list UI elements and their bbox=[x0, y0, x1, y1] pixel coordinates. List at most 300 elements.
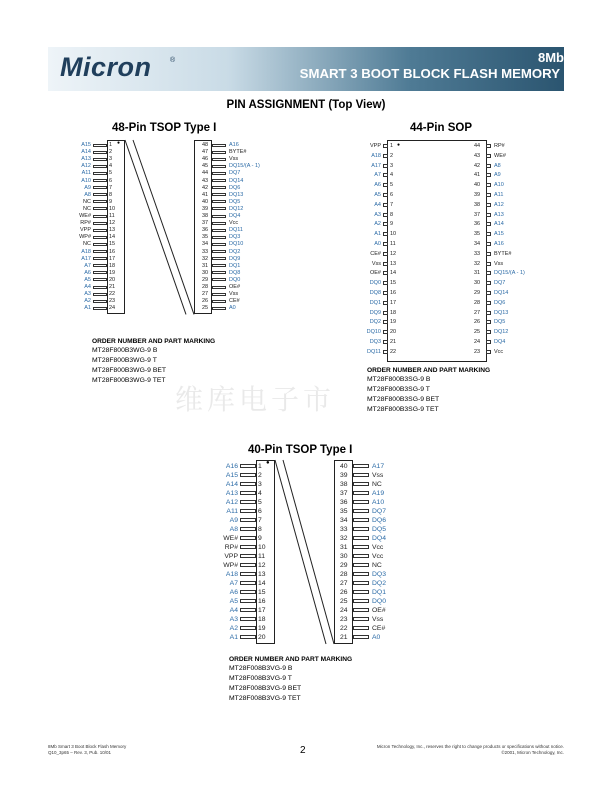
sop44-pin-label-left: CE# bbox=[370, 250, 381, 257]
tsop40-pin-label-right: DQ4 bbox=[372, 535, 386, 542]
sop44-pin-number-left: 10 bbox=[390, 231, 397, 238]
sop44-lead-left bbox=[383, 320, 388, 324]
sop44-pin-label-right: A11 bbox=[494, 192, 504, 198]
tsop40-pin-number-left: 18 bbox=[258, 616, 266, 623]
tsop48-pin-label-right: DQ13 bbox=[229, 191, 244, 198]
tsop40-pin-label-right: A19 bbox=[372, 490, 385, 497]
tsop40-pin-number-left: 3 bbox=[258, 481, 262, 488]
tsop40-diagram bbox=[200, 460, 420, 645]
tsop48-lead-right bbox=[212, 278, 226, 281]
tsop48-lead-left bbox=[93, 215, 107, 218]
tsop40-lead-left bbox=[240, 464, 256, 468]
tsop48-pin-label-left: A13 bbox=[81, 156, 91, 163]
tsop48-pin-label-left: A10 bbox=[81, 177, 91, 184]
tsop40-pin-number-left: 6 bbox=[258, 508, 262, 515]
tsop40-lead-right bbox=[353, 491, 369, 495]
sop44-lead-left bbox=[383, 193, 388, 197]
tsop48-pin-label-right: Vcc bbox=[229, 220, 239, 227]
header-density: 8Mb bbox=[538, 50, 564, 65]
sop44-lead-right bbox=[486, 154, 491, 158]
sop44-lead-left bbox=[383, 232, 388, 236]
tsop40-pin-label-left: A3 bbox=[229, 616, 238, 623]
sop44-pin-label-left: A0 bbox=[374, 241, 381, 247]
sop44-pin-label-left: DQ0 bbox=[369, 280, 381, 287]
tsop40-lead-right bbox=[353, 473, 369, 477]
tsop40-lead-right bbox=[353, 608, 369, 612]
tsop40-lead-left bbox=[240, 527, 256, 531]
tsop48-pin-number-left: 2 bbox=[109, 149, 113, 156]
sop44-pin-number-right: 36 bbox=[474, 221, 481, 228]
sop44-lead-left bbox=[383, 203, 388, 207]
sop44-pin-number-right: 44 bbox=[474, 143, 481, 149]
sop44-pin-label-left: A18 bbox=[371, 152, 381, 159]
sop44-lead-right bbox=[486, 232, 491, 236]
tsop40-pin-number-right: 39 bbox=[340, 472, 348, 479]
tsop48-pin-number-right: 27 bbox=[202, 291, 209, 298]
sop44-lead-left bbox=[383, 281, 388, 285]
tsop48-pin-number-right: 36 bbox=[202, 227, 209, 234]
tsop40-lead-left bbox=[240, 635, 256, 639]
tsop40-lead-right bbox=[353, 572, 369, 576]
tsop40-pin-number-right: 21 bbox=[340, 634, 348, 641]
tsop40-pin-label-right: DQ1 bbox=[372, 589, 386, 596]
tsop40-pin-label-left: A1 bbox=[229, 634, 238, 641]
sop44-pin-number-left: 22 bbox=[390, 348, 397, 355]
sop44-pin-number-right: 24 bbox=[474, 339, 481, 345]
tsop40-lead-right bbox=[353, 536, 369, 540]
sop44-pin-label-right: DQ7 bbox=[494, 280, 506, 287]
sop44-order-item: MT28F800B3SG-9 T bbox=[367, 386, 430, 393]
tsop48-pin-number-left: 22 bbox=[109, 291, 116, 298]
tsop48-pin-number-left: 18 bbox=[109, 262, 116, 269]
tsop40-pin-number-right: 25 bbox=[340, 598, 348, 605]
sop44-pin-label-right: A8 bbox=[494, 162, 501, 169]
tsop48-lead-left bbox=[93, 193, 107, 196]
tsop48-lead-right bbox=[212, 222, 226, 225]
tsop40-pin-number-left: 12 bbox=[258, 562, 266, 569]
tsop48-pin-number-left: 10 bbox=[109, 205, 116, 212]
tsop40-pin-number-right: 33 bbox=[340, 526, 348, 533]
tsop40-pin-label-left: A16 bbox=[225, 463, 238, 470]
tsop40-pin-number-right: 22 bbox=[340, 625, 348, 632]
tsop40-order-item: MT28F008B3VG-9 BET bbox=[229, 685, 302, 692]
footer-right bbox=[377, 744, 564, 756]
tsop48-lead-left bbox=[93, 165, 107, 168]
sop44-pin-label-right: A16 bbox=[494, 241, 504, 247]
tsop48-pin-number-right: 38 bbox=[202, 213, 209, 219]
sop44-pin-number-left: 20 bbox=[390, 329, 397, 336]
tsop40-pin-number-left: 17 bbox=[258, 607, 266, 614]
tsop48-pin-label-left: A5 bbox=[84, 276, 91, 283]
tsop48-pin-label-right: DQ14 bbox=[229, 177, 244, 184]
sop44-title: 44-Pin SOP bbox=[410, 122, 472, 134]
tsop48-pin-number-right: 48 bbox=[202, 142, 209, 148]
tsop48-lead-left bbox=[93, 158, 107, 161]
tsop40-pin-label-left: A8 bbox=[229, 526, 238, 533]
page-title: PIN ASSIGNMENT (Top View) bbox=[226, 99, 386, 111]
tsop40-pin-label-left: A9 bbox=[229, 517, 238, 524]
sop44-pin-number-left: 14 bbox=[390, 270, 397, 277]
tsop48-lead-left bbox=[93, 172, 107, 175]
tsop48-pin-label-right: DQ5 bbox=[229, 198, 241, 205]
tsop40-pin-number-right: 38 bbox=[340, 481, 348, 488]
tsop48-pin-number-right: 37 bbox=[202, 220, 209, 227]
tsop40-pin-number-right: 29 bbox=[340, 562, 348, 569]
sop44-pin-number-left: 12 bbox=[390, 250, 397, 257]
tsop40-lead-right bbox=[353, 635, 369, 639]
tsop48-lead-left bbox=[93, 264, 107, 267]
tsop48-lead-right bbox=[212, 250, 226, 253]
sop44-order-item: MT28F800B3SG-9 BET bbox=[367, 396, 440, 403]
sop44-lead-right bbox=[486, 144, 491, 148]
sop44-pin-label-right: DQ5 bbox=[494, 319, 506, 326]
tsop40-pin-number-left: 5 bbox=[258, 499, 262, 506]
tsop48-pin-label-right: DQ1 bbox=[229, 262, 241, 269]
tsop48-pin-number-right: 35 bbox=[202, 234, 209, 241]
tsop48-pin-label-left: A17 bbox=[81, 255, 91, 262]
tsop40-pin-label-left: A6 bbox=[229, 589, 238, 596]
sop44-pin-label-left: DQ2 bbox=[369, 319, 381, 326]
tsop48-pin-label-right: DQ6 bbox=[229, 184, 241, 191]
sop44-pin-number-right: 34 bbox=[474, 241, 481, 247]
tsop40-pin-label-right: DQ6 bbox=[372, 517, 386, 524]
sop44-pin-number-right: 27 bbox=[474, 309, 481, 316]
tsop40-lead-left bbox=[240, 626, 256, 630]
tsop48-pin-number-right: 40 bbox=[202, 198, 209, 205]
tsop40-lead-right bbox=[353, 581, 369, 585]
tsop40-break-lines bbox=[200, 460, 353, 644]
sop44-pin-number-right: 30 bbox=[474, 280, 481, 287]
tsop40-lead-left bbox=[240, 572, 256, 576]
tsop48-pin-number-left: 11 bbox=[109, 213, 115, 219]
tsop48-order-item: MT28F800B3WG-9 BET bbox=[92, 367, 167, 374]
sop44-pin-label-right: RP# bbox=[494, 143, 505, 149]
sop44-pin-label-left: A2 bbox=[374, 221, 381, 228]
sop44-pin-label-left: DQ9 bbox=[369, 309, 381, 316]
tsop40-break-line bbox=[275, 460, 326, 644]
tsop48-pin-label-left: A1 bbox=[84, 305, 91, 312]
tsop40-pin-label-left: WP# bbox=[223, 562, 238, 569]
sop44-pin-label-right: A12 bbox=[494, 201, 504, 208]
sop44-lead-right bbox=[486, 340, 491, 344]
sop44-lead-right bbox=[486, 301, 491, 305]
tsop48-pin-label-right: Vss bbox=[229, 156, 239, 163]
tsop40-pin-label-right: DQ7 bbox=[372, 508, 386, 515]
tsop40-lead-right bbox=[353, 527, 369, 531]
tsop40-lead-right bbox=[353, 599, 369, 603]
tsop48-lead-left bbox=[93, 286, 107, 289]
sop44-pin1-dot: ● bbox=[397, 142, 401, 148]
sop44-pin-label-left: Vss bbox=[371, 260, 381, 267]
tsop40-pin-number-left: 7 bbox=[258, 517, 262, 524]
tsop48-pin-number-right: 30 bbox=[202, 269, 209, 276]
tsop40-pin-label-right: DQ5 bbox=[372, 526, 386, 533]
sop44-lead-right bbox=[486, 173, 491, 177]
tsop48-lead-right bbox=[212, 271, 226, 274]
tsop48-pin-number-right: 34 bbox=[202, 241, 209, 248]
tsop48-pin-label-left: A12 bbox=[81, 163, 91, 170]
sop44-pin-number-right: 40 bbox=[474, 182, 481, 189]
sop44-pin-label-right: DQ15/(A - 1) bbox=[494, 270, 525, 277]
tsop48-pin-number-left: 9 bbox=[109, 198, 113, 205]
sop44-lead-right bbox=[486, 350, 491, 354]
tsop40-lead-right bbox=[353, 518, 369, 522]
tsop40-lead-left bbox=[240, 473, 256, 477]
tsop48-lead-left bbox=[93, 271, 107, 274]
sop44-lead-right bbox=[486, 330, 491, 334]
tsop40-lead-left bbox=[240, 509, 256, 513]
sop44-pin-label-left: DQ11 bbox=[367, 348, 381, 355]
tsop48-pin-label-right: OE# bbox=[229, 284, 241, 290]
tsop40-pin-label-left: A15 bbox=[225, 472, 238, 479]
sop44-pin-label-left: DQ1 bbox=[369, 299, 381, 306]
tsop40-pin-label-right: Vcc bbox=[372, 553, 384, 560]
tsop40-pin-number-right: 31 bbox=[340, 544, 348, 551]
tsop40-pin-number-left: 8 bbox=[258, 526, 262, 533]
tsop40-pin1-dot: ● bbox=[266, 460, 270, 466]
tsop40-pin-label-left: A12 bbox=[225, 499, 238, 506]
tsop40-lead-left bbox=[240, 590, 256, 594]
tsop48-break-line bbox=[133, 140, 194, 314]
tsop40-order-heading: ORDER NUMBER AND PART MARKING bbox=[229, 656, 353, 663]
tsop48-pin-number-left: 14 bbox=[109, 234, 116, 241]
tsop48-pin-label-right: A16 bbox=[229, 142, 239, 148]
footer-right-line1: Micron Technology, Inc., reserves the right to change products or specifications without notice. bbox=[376, 744, 564, 749]
tsop48-pin-label-left: A8 bbox=[84, 191, 91, 198]
tsop48-pin-label-right: DQ9 bbox=[229, 255, 241, 262]
tsop48-pin-number-right: 25 bbox=[202, 305, 209, 312]
sop44-pin-number-right: 23 bbox=[474, 348, 481, 355]
tsop48-pin-number-left: 8 bbox=[109, 191, 113, 198]
sop44-pin-number-left: 1 bbox=[390, 143, 394, 149]
tsop48-lead-left bbox=[93, 300, 107, 303]
sop44-lead-left bbox=[383, 164, 388, 168]
sop44-pin-number-left: 21 bbox=[390, 339, 397, 345]
tsop48-pin-number-right: 31 bbox=[202, 262, 209, 269]
sop44-lead-right bbox=[486, 291, 491, 295]
sop44-lead-left bbox=[383, 242, 388, 246]
sop44-lead-right bbox=[486, 252, 491, 256]
sop44-pin-number-right: 35 bbox=[474, 231, 481, 238]
tsop40-lead-left bbox=[240, 500, 256, 504]
tsop40-lead-left bbox=[240, 482, 256, 486]
sop44-pin-number-right: 42 bbox=[474, 162, 481, 169]
tsop48-lead-left bbox=[93, 207, 107, 210]
tsop40-pin-label-right: Vcc bbox=[372, 544, 384, 551]
tsop40-pin-label-right: DQ3 bbox=[372, 571, 386, 578]
tsop40-order-item: MT28F008B3VG-9 B bbox=[229, 665, 293, 672]
sop44-lead-left bbox=[383, 271, 388, 275]
sop44-pin-number-left: 13 bbox=[390, 260, 397, 267]
sop44-pin-label-left: DQ3 bbox=[369, 339, 381, 345]
tsop40-pin-number-right: 36 bbox=[340, 499, 348, 506]
tsop40-lead-right bbox=[353, 509, 369, 513]
tsop40-pin-number-right: 34 bbox=[340, 517, 348, 524]
sop44-pin-number-left: 3 bbox=[390, 162, 394, 169]
tsop48-pin-label-left: A4 bbox=[84, 284, 91, 290]
sop44-lead-right bbox=[486, 203, 491, 207]
sop44-pin-number-left: 7 bbox=[390, 201, 394, 208]
tsop40-pin-number-left: 16 bbox=[258, 598, 266, 605]
sop44-pin-number-left: 8 bbox=[390, 211, 394, 218]
tsop48-pin-label-left: A6 bbox=[84, 269, 91, 276]
sop44-pin-number-right: 26 bbox=[474, 319, 481, 326]
tsop48-pin-label-right: DQ3 bbox=[229, 234, 241, 241]
sop44-pin-label-right: A10 bbox=[494, 182, 504, 189]
tsop40-pin-label-right: NC bbox=[372, 562, 382, 569]
sop44-pin-number-right: 33 bbox=[474, 250, 481, 257]
sop44-pin-number-right: 28 bbox=[474, 299, 481, 306]
tsop40-pin-label-left: A5 bbox=[229, 598, 238, 605]
tsop48-pin-number-right: 26 bbox=[202, 298, 209, 305]
tsop40-pin-label-left: A13 bbox=[225, 490, 238, 497]
sop44-pin-label-left: OE# bbox=[369, 270, 381, 277]
tsop40-lead-right bbox=[353, 500, 369, 504]
tsop40-pin-label-right: OE# bbox=[372, 607, 386, 614]
tsop48-pin-label-left: A2 bbox=[84, 298, 91, 305]
tsop48-order-heading: ORDER NUMBER AND PART MARKING bbox=[92, 338, 216, 345]
header-title: SMART 3 BOOT BLOCK FLASH MEMORY bbox=[299, 66, 560, 81]
sop44-pin-number-right: 25 bbox=[474, 329, 481, 336]
sop44-pin-number-left: 18 bbox=[390, 309, 397, 316]
sop44-lead-left bbox=[383, 350, 388, 354]
tsop40-pin-number-right: 27 bbox=[340, 580, 348, 587]
sop44-lead-right bbox=[486, 242, 491, 246]
tsop40-lead-right bbox=[353, 617, 369, 621]
tsop48-lead-right bbox=[212, 236, 226, 239]
tsop48-lead-right bbox=[212, 307, 226, 310]
sop44-lead-right bbox=[486, 271, 491, 275]
tsop48-pin-number-left: 19 bbox=[109, 269, 116, 276]
sop44-pin-label-left: A3 bbox=[374, 211, 381, 218]
micron-logo: Micron bbox=[60, 52, 152, 82]
tsop40-pin-label-right: Vss bbox=[372, 616, 384, 623]
tsop48-pin-number-right: 39 bbox=[202, 205, 209, 212]
tsop40-break-line bbox=[283, 460, 334, 644]
tsop40-lead-left bbox=[240, 581, 256, 585]
tsop48-lead-right bbox=[212, 200, 226, 203]
sop44-lead-right bbox=[486, 193, 491, 197]
tsop48-pin-number-left: 16 bbox=[109, 248, 116, 255]
tsop40-pin-number-right: 40 bbox=[340, 463, 348, 470]
tsop40-pin-number-right: 26 bbox=[340, 589, 348, 596]
tsop48-pin-label-left: A15 bbox=[81, 142, 91, 148]
sop44-pin-label-left: A4 bbox=[374, 201, 381, 208]
tsop40-pin-label-right: A0 bbox=[372, 634, 381, 641]
tsop48-pin-number-left: 13 bbox=[109, 227, 116, 234]
tsop40-pin-number-left: 2 bbox=[258, 472, 262, 479]
sop44-pin-number-left: 15 bbox=[390, 280, 397, 287]
tsop48-pin-label-left: WP# bbox=[79, 234, 91, 241]
tsop48-lead-right bbox=[212, 207, 226, 210]
tsop48-pin-number-left: 17 bbox=[109, 255, 116, 262]
tsop48-pin-label-left: WE# bbox=[79, 213, 91, 219]
tsop48-pin-number-right: 32 bbox=[202, 255, 209, 262]
tsop48-pin-number-left: 5 bbox=[109, 170, 113, 177]
sop44-pin-label-left: DQ10 bbox=[366, 329, 381, 336]
sop44-pin-label-right: A9 bbox=[494, 172, 501, 179]
sop44-pin-number-right: 43 bbox=[474, 152, 481, 159]
tsop48-pin-number-left: 1 bbox=[109, 142, 113, 148]
footer-left-line2: Q10_3p65 – Rev. 3, Pub. 10/01 bbox=[48, 750, 111, 755]
sop44-pin-number-left: 9 bbox=[390, 221, 394, 228]
tsop40-lead-right bbox=[353, 545, 369, 549]
sop44-lead-left bbox=[383, 340, 388, 344]
tsop48-lead-right bbox=[212, 286, 226, 289]
tsop40-lead-right bbox=[353, 590, 369, 594]
tsop40-pin-number-left: 11 bbox=[258, 553, 266, 560]
tsop48-lead-right bbox=[212, 264, 226, 267]
tsop48-pin-label-left: RP# bbox=[80, 220, 91, 227]
tsop48-pin-label-right: DQ4 bbox=[229, 213, 241, 219]
tsop48-order-item: MT28F800B3WG-9 TET bbox=[92, 377, 166, 384]
sop44-lead-left bbox=[383, 213, 388, 217]
tsop48-pin-number-right: 33 bbox=[202, 248, 209, 255]
tsop40-lead-left bbox=[240, 608, 256, 612]
tsop40-pin-number-right: 23 bbox=[340, 616, 348, 623]
tsop40-pin-number-right: 30 bbox=[340, 553, 348, 560]
tsop40-pin-label-left: VPP bbox=[224, 553, 238, 560]
sop44-pin-label-left: A1 bbox=[374, 231, 381, 238]
tsop40-pin-label-left: A18 bbox=[225, 571, 238, 578]
sop44-order-item: MT28F800B3SG-9 TET bbox=[367, 406, 439, 413]
sop44-pin-label-right: A15 bbox=[494, 231, 504, 238]
sop44-pin-label-left: VPP bbox=[369, 143, 381, 149]
tsop48-lead-right bbox=[212, 293, 226, 296]
tsop48-pin-label-right: DQ2 bbox=[229, 248, 241, 255]
sop44-pin-number-right: 38 bbox=[474, 201, 481, 208]
tsop48-lead-right bbox=[212, 243, 226, 246]
tsop40-pin-number-right: 32 bbox=[340, 535, 348, 542]
tsop48-pin-number-right: 46 bbox=[202, 156, 209, 163]
tsop48-pin-label-right: DQ12 bbox=[229, 205, 244, 212]
tsop40-pin-number-left: 13 bbox=[258, 571, 266, 578]
sop44-lead-right bbox=[486, 222, 491, 226]
footer-right-line2: ©2001, Micron Technology, Inc. bbox=[501, 750, 564, 755]
sop44-pin-label-right: Vcc bbox=[494, 348, 504, 355]
tsop48-pin-number-left: 12 bbox=[109, 220, 116, 227]
tsop48-pin-number-left: 6 bbox=[109, 177, 113, 184]
tsop40-lead-right bbox=[353, 554, 369, 558]
tsop40-pin-label-right: Vss bbox=[372, 472, 384, 479]
tsop40-lead-right bbox=[353, 482, 369, 486]
tsop40-pin-number-left: 19 bbox=[258, 625, 266, 632]
sop44-lead-left bbox=[383, 154, 388, 158]
tsop48-pin-label-right: DQ7 bbox=[229, 170, 241, 177]
tsop40-pin-number-right: 28 bbox=[340, 571, 348, 578]
tsop48-pin-label-right: DQ11 bbox=[229, 227, 243, 234]
sop44-pin-label-right: DQ13 bbox=[494, 309, 509, 316]
sop44-lead-left bbox=[383, 222, 388, 226]
logo-registered-mark: ® bbox=[170, 57, 176, 64]
tsop48-lead-right bbox=[212, 172, 226, 175]
tsop40-pin-label-right: NC bbox=[372, 481, 382, 488]
tsop48-pin-number-left: 20 bbox=[109, 276, 116, 283]
tsop48-lead-left bbox=[93, 144, 107, 147]
sop44-pin-label-left: DQ8 bbox=[369, 290, 381, 296]
tsop48-pin-label-left: NC bbox=[83, 198, 91, 205]
tsop48-pin-label-left: NC bbox=[83, 205, 91, 212]
tsop48-lead-right bbox=[212, 300, 226, 303]
tsop48-pin-label-left: A9 bbox=[84, 184, 91, 191]
tsop40-pin-label-right: CE# bbox=[372, 625, 386, 632]
tsop40-lead-left bbox=[240, 599, 256, 603]
tsop48-diagram bbox=[60, 140, 260, 325]
tsop40-pin-number-left: 10 bbox=[258, 544, 266, 551]
tsop40-lead-left bbox=[240, 545, 256, 549]
tsop48-lead-left bbox=[93, 186, 107, 189]
sop44-lead-left bbox=[383, 262, 388, 266]
